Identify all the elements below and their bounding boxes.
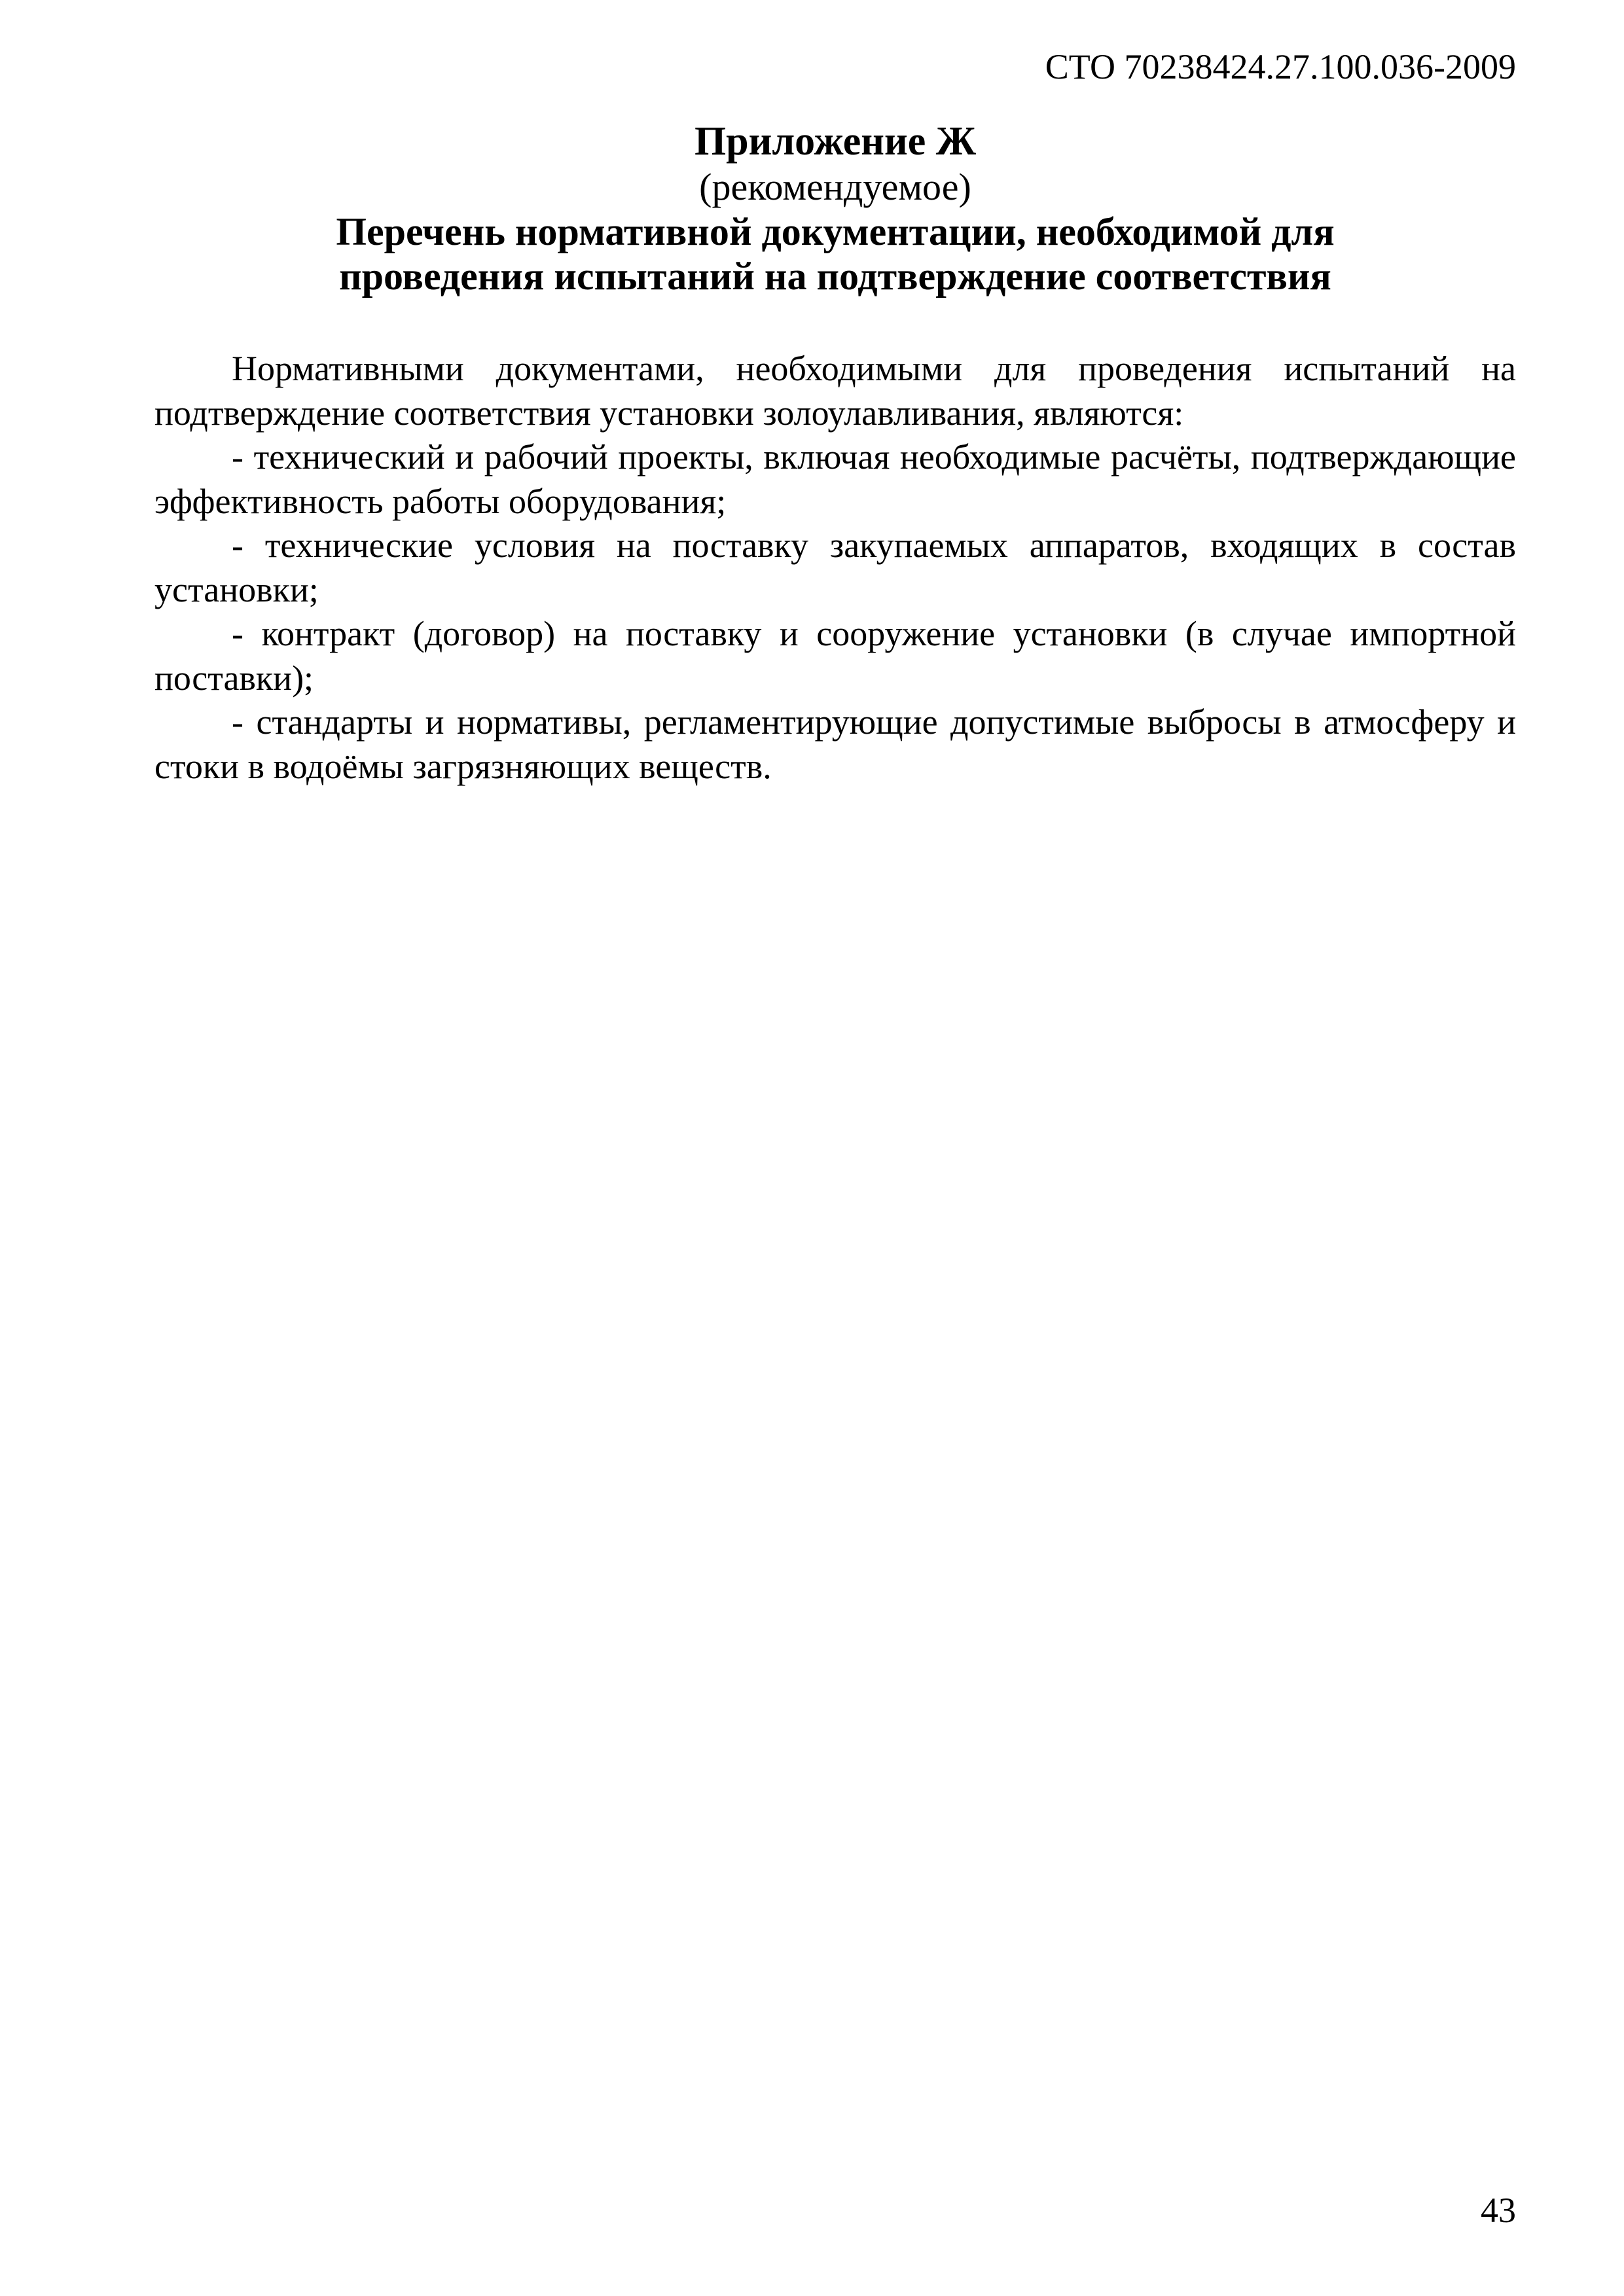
appendix-subject-line-2: проведения испытаний на подтверждение соответствия: [339, 255, 1331, 298]
page-number: 43: [1481, 2191, 1516, 2230]
document-code: СТО 70238424.27.100.036-2009: [1045, 47, 1516, 86]
appendix-subject-line-1: Перечень нормативной документации, необходимой для: [336, 210, 1335, 253]
appendix-title: Приложение Ж: [694, 119, 977, 164]
list-item: - контракт (договор) на поставку и сооружение установки (в случае импортной поставки);: [154, 614, 1516, 698]
list-item: - стандарты и нормативы, регламентирующие допустимые выбросы в атмосферу и стоки в водоёмы загрязняющих веществ.: [154, 702, 1516, 786]
list-item: - технический и рабочий проекты, включая необходимые расчёты, подтверждающие эффективность работы оборудования;: [154, 437, 1516, 521]
intro-paragraph: Нормативными документами, необходимыми для проведения испытаний на подтверждение соответствия установки золоулавливания, являются:: [154, 349, 1516, 433]
appendix-status: (рекомендуемое): [699, 166, 971, 208]
body-text: [154, 347, 1516, 789]
appendix-heading: [154, 118, 1516, 298]
list-item: - технические условия на поставку закупаемых аппаратов, входящих в состав установки;: [154, 526, 1516, 609]
